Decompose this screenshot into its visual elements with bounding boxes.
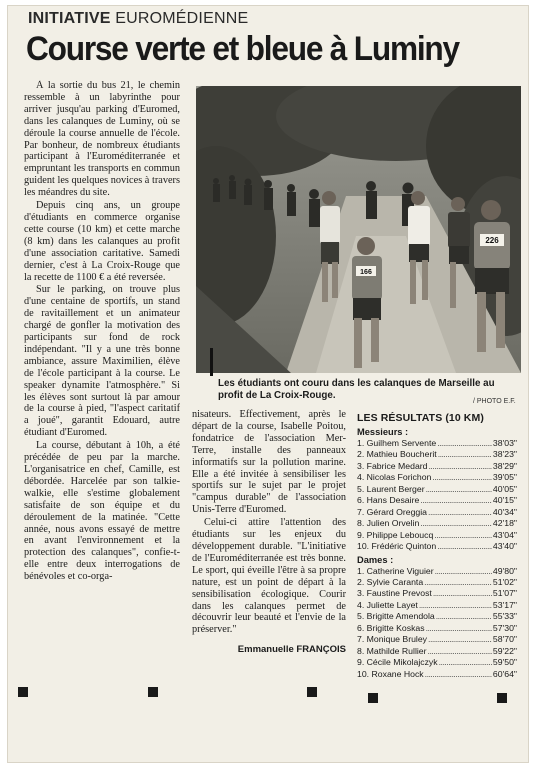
- leader-dots: [428, 646, 492, 657]
- results-title: LES RÉSULTATS (10 KM): [357, 412, 484, 424]
- runner-name: 2. Mathieu Boucherit: [357, 449, 437, 460]
- leader-dots: [437, 541, 492, 552]
- result-row: [357, 530, 517, 541]
- leader-dots: [419, 600, 492, 611]
- finish-time: 38'03": [492, 438, 517, 448]
- runner-name: 10. Frédéric Quinton: [357, 541, 437, 552]
- paragraph: Celui-ci attire l'attention des étudiants sur les enjeux du développement durable. "L'initiative de l'Euroméditerranée est très bonne. Le sport, qui éveille l'être à sa propre nature, est un point de départ à la sensibilisation écologique. Courir dans les calanques permet de découvrir leur beauté et l'envie de la préserver.": [192, 517, 346, 636]
- end-square: [497, 693, 507, 703]
- result-row: [357, 507, 517, 518]
- finish-time: 38'29": [492, 460, 517, 471]
- finish-time: 51'02": [492, 576, 517, 587]
- runner-name: 3. Faustine Prevost: [357, 588, 432, 599]
- paragraph: Sur le parking, on trouve plus d'une centaine de sportifs, un stand de ravitaillement et un animateur chargé de gonfler la motivation des participants sur fond de rock indépendant. "Il y a une très bonne ambiance, assure Maximilien, élève de l'école participant à la course. Le speaker dynamite l'atmosphère." Si les élèves sont surtout là par amour de la course à pied, "l'aspect caritatif a joué", garantit Edouard, autre étudiant d'Euromed.: [24, 284, 180, 439]
- rubric-rest: EUROMÉDIENNE: [115, 10, 249, 27]
- end-square: [368, 693, 378, 703]
- leader-dots: [425, 669, 492, 680]
- runners-illustration: [196, 86, 521, 373]
- result-row: [357, 634, 517, 645]
- runner-name: 1. Guilhem Servente: [357, 438, 437, 448]
- runner-name: 8. Mathilde Rullier: [357, 645, 427, 656]
- photo-credit: / PHOTO E.F.: [473, 398, 516, 405]
- paragraph: Depuis cinq ans, un groupe d'étudiants en commerce organise cette course (10 km) et cette marche (8 km) dans les calanques au profit d'une association caritative. Samedi dernier, c'est à La Croix-Rouge que la recette de 1100 € a été reversée.: [24, 200, 180, 283]
- leader-dots: [433, 588, 492, 599]
- finish-time: 59'50": [492, 657, 517, 668]
- runner-name: 5. Laurent Berger: [357, 483, 425, 494]
- runner-name: 9. Philippe Leboucq: [357, 529, 434, 540]
- result-row: [357, 518, 517, 529]
- leader-dots: [426, 623, 492, 634]
- result-row: [357, 541, 517, 552]
- photo-caption: Les étudiants ont couru dans les calanques de Marseille au profit de La Croix-Rouge.: [218, 378, 495, 401]
- finish-time: 60'64": [492, 668, 517, 679]
- finish-time: 40'05": [492, 483, 517, 494]
- result-row: [357, 588, 517, 599]
- leader-dots: [432, 472, 492, 483]
- finish-time: 59'22": [492, 645, 517, 656]
- finish-time: 49'80": [492, 565, 517, 576]
- runner-name: 7. Gérard Oreggia: [357, 506, 428, 517]
- leader-dots: [439, 657, 492, 668]
- result-row: [357, 669, 517, 680]
- finish-time: 38'23": [492, 449, 517, 460]
- end-square: [307, 687, 317, 697]
- finish-time: 51'07": [492, 588, 517, 599]
- runner-name: 5. Brigitte Amendola: [357, 611, 435, 622]
- section-rubric: [28, 10, 248, 28]
- leader-dots: [429, 461, 492, 472]
- runner-name: 3. Fabrice Medard: [357, 460, 428, 471]
- result-row: [357, 646, 517, 657]
- author-signature: Emmanuelle FRANÇOIS: [237, 644, 346, 656]
- leader-dots: [426, 484, 492, 495]
- runner-name: 7. Monique Bruley: [357, 634, 428, 645]
- results-box: [357, 412, 517, 680]
- runner-name: 9. Cécile Mikolajczyk: [357, 657, 438, 668]
- finish-time: 39'05": [492, 472, 517, 483]
- result-row: [357, 566, 517, 577]
- result-row: [357, 461, 517, 472]
- result-row: [357, 438, 517, 449]
- runner-name: 4. Juliette Layet: [357, 599, 418, 610]
- finish-time: 58'70": [492, 634, 517, 645]
- bib-number: 226: [485, 236, 499, 245]
- rubric-bold: INITIATIVE: [28, 10, 111, 27]
- finish-time: 57'30": [492, 622, 517, 633]
- runner-name: 8. Julien Orvelin: [357, 518, 420, 529]
- result-row: [357, 657, 517, 668]
- leader-dots: [438, 449, 492, 460]
- paragraph: À la sortie du bus 21, le chemin ressemble à un labyrinthe pour arriver jusqu'au parking d'Euromed, dans les calanques de Luminy, où se déroule la course annuelle de l'école. Par bonheur, de nombreux étudiants participant à l'Euroméditerranée et empruntant les transports en commun guident les quelques novices à travers les méandres du site.: [24, 80, 180, 199]
- runner-name: 10. Roxane Hock: [357, 668, 424, 679]
- finish-time: 55'33": [492, 611, 517, 622]
- end-square: [148, 687, 158, 697]
- leader-dots: [424, 577, 492, 588]
- finish-time: 53'17": [492, 599, 517, 610]
- result-row: [357, 611, 517, 622]
- bib-number: 166: [360, 269, 372, 276]
- article-middle-column: [192, 409, 346, 689]
- women-results-list: [357, 566, 517, 681]
- leader-dots: [420, 495, 492, 506]
- paragraph: nisateurs. Effectivement, après le départ de la course, Isabelle Poitou, fondatrice de l'association Mer-Terre, installe des panneaux informatifs sur la pollution marine. Elle a été invitée à sensibiliser les sportifs sur le sujet par le projet "campus durable" de l'association Unis-Terre d'Euromed.: [192, 409, 346, 516]
- runner-name: 6. Hans Desaire: [357, 495, 420, 506]
- leader-dots: [428, 634, 492, 645]
- result-row: [357, 600, 517, 611]
- result-row: [357, 623, 517, 634]
- result-row: [357, 484, 517, 495]
- caption-marker: [210, 348, 213, 376]
- paragraph: La course, débutant à 10h, a été précédée de peu par la marche. L'organisatrice en chef, Camille, est débordée. Harcelée par son talkie-walkie, elle s'estime globalement satisfaite de son équipe et du déroulement de la matinée. "Cette année, nous avons essayé de mettre en avant l'environnement et la protection des calanques", confie-t-elle entre deux interrogations de bénévoles et co-orga-: [24, 440, 180, 583]
- result-row: [357, 472, 517, 483]
- runner-name: 6. Brigitte Koskas: [357, 622, 425, 633]
- leader-dots: [436, 611, 492, 622]
- result-row: [357, 449, 517, 460]
- men-label: Messieurs :: [357, 427, 409, 437]
- result-row: [357, 577, 517, 588]
- finish-time: 43'40": [492, 541, 517, 552]
- race-photo: [196, 86, 521, 373]
- runner-name: 2. Sylvie Caranta: [357, 576, 424, 587]
- finish-time: 42'18": [492, 518, 517, 529]
- leader-dots: [435, 566, 492, 577]
- leader-dots: [420, 518, 492, 529]
- result-row: [357, 495, 517, 506]
- finish-time: 43'04": [492, 529, 517, 540]
- article-left-column: [24, 80, 180, 690]
- leader-dots: [428, 507, 492, 518]
- leader-dots: [434, 530, 492, 541]
- runner-name: 4. Nicolas Forichon: [357, 472, 432, 483]
- leader-dots: [437, 438, 492, 449]
- headline: Course verte et bleue à Luminy: [26, 30, 459, 68]
- men-results-list: [357, 438, 517, 553]
- end-square: [18, 687, 28, 697]
- women-label: Dames :: [357, 554, 394, 565]
- finish-time: 40'15": [492, 495, 517, 506]
- runner-name: 1. Catherine Viguier: [357, 565, 434, 576]
- finish-time: 40'34": [492, 506, 517, 517]
